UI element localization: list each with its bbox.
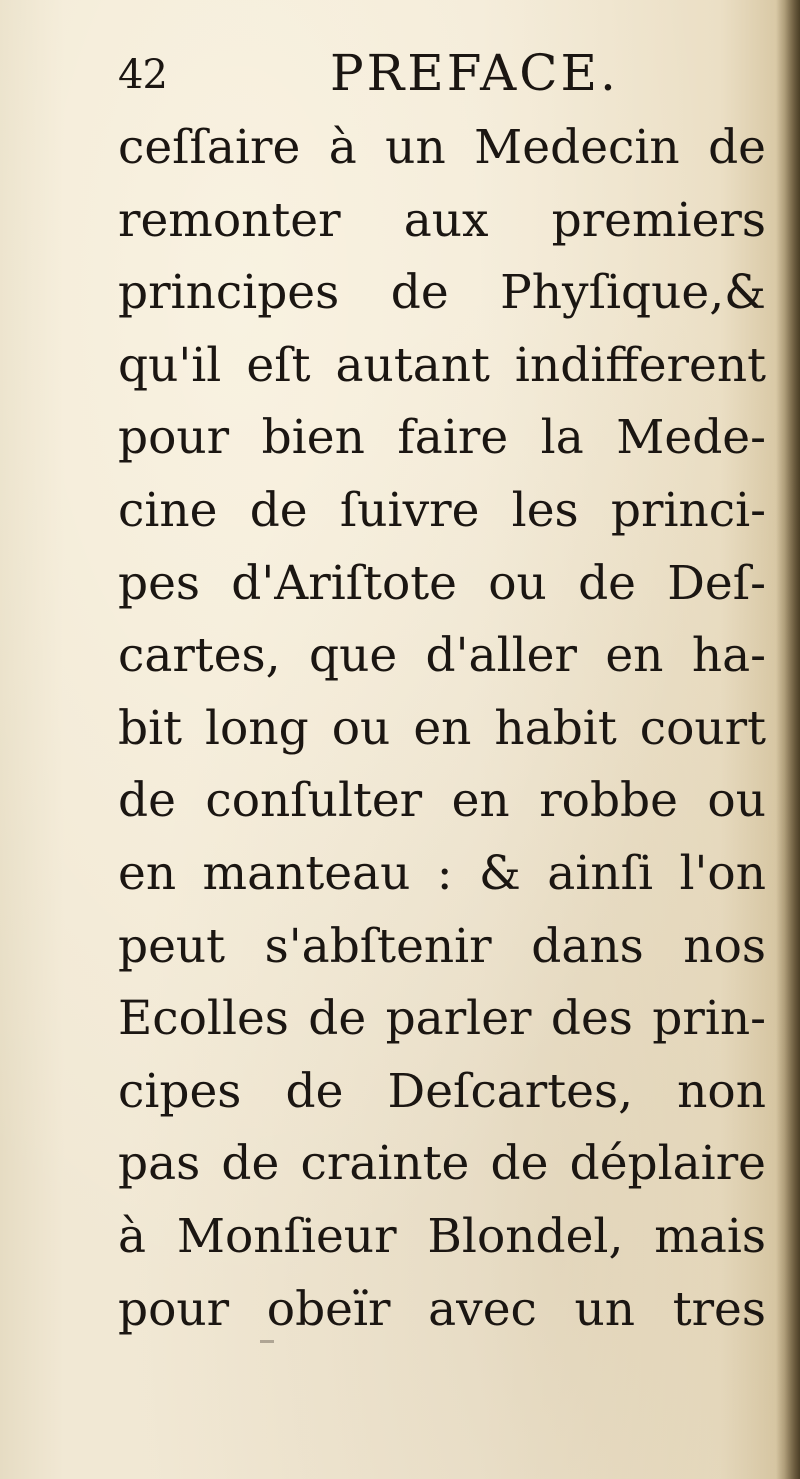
text-line: remonter aux premiers	[118, 192, 766, 248]
text-line: principes de Phyſique,&	[118, 265, 766, 321]
text-line: de conſulter en robbe ou	[118, 773, 766, 829]
body-text	[118, 112, 766, 1346]
text-line: pes d'Ariſtote ou de Deſ-	[118, 555, 766, 611]
running-head: PREFACE.	[330, 44, 619, 102]
text-line: à Monſieur Blondel, mais	[118, 1208, 766, 1264]
text-line: en manteau : & ainſi l'on	[118, 845, 766, 901]
text-line: pas de crainte de déplaire	[118, 1136, 766, 1192]
text-line: ceſſaire à un Medecin de	[118, 120, 766, 175]
text-line: cartes, que d'aller en ha-	[118, 628, 766, 684]
text-line: bit long ou en habit court	[118, 700, 766, 756]
page-edge-shadow	[776, 0, 800, 1479]
page-header	[118, 44, 758, 106]
text-line: pour bien faire la Mede-	[118, 410, 766, 466]
text-line: cine de ſuivre les princi-	[118, 482, 766, 538]
text-line: peut s'abſtenir dans nos	[118, 918, 766, 974]
ink-smudge	[260, 1340, 274, 1343]
text-line: Ecolles de parler des prin-	[118, 991, 766, 1047]
text-line: cipes de Deſcartes, non	[118, 1063, 766, 1119]
text-line: qu'il eſt autant indifferent	[118, 337, 766, 393]
text-line: pour obeïr avec un tres	[118, 1281, 766, 1337]
page-number: 42	[118, 52, 167, 98]
